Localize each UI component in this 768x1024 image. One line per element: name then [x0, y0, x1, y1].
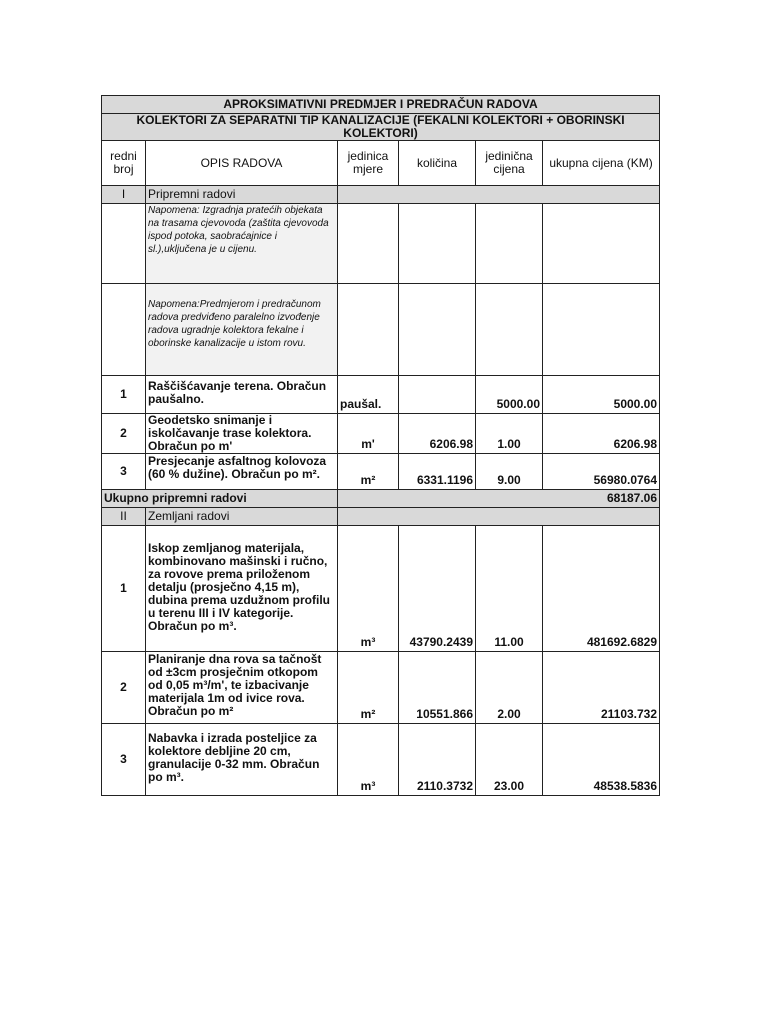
item-unit: paušal.: [338, 376, 399, 414]
header-row: [102, 141, 660, 186]
header-qty: količina: [399, 141, 476, 186]
header-unit: jedinica mjere: [338, 141, 399, 186]
item-unit-price: 5000.00: [476, 376, 543, 414]
header-desc: OPIS RADOVA: [146, 141, 338, 186]
note-row: [102, 284, 660, 376]
item-description: Nabavka i izrada posteljice za kolektore debljine 20 cm, granulacije 0-32 mm. Obračun po m³.: [146, 724, 338, 796]
item-unit: m³: [338, 526, 399, 652]
section-row: [102, 508, 660, 526]
note-row: [102, 204, 660, 284]
table-row: [102, 724, 660, 796]
item-total: 481692.6829: [543, 526, 660, 652]
item-unit: m': [338, 414, 399, 454]
item-number: 3: [102, 454, 146, 490]
section-number: II: [102, 508, 146, 526]
item-number: 2: [102, 414, 146, 454]
table-row: [102, 454, 660, 490]
item-description: Raščišćavanje terena. Obračun paušalno.: [146, 376, 338, 414]
item-number: 1: [102, 526, 146, 652]
header-no: redni broj: [102, 141, 146, 186]
item-total: 56980.0764: [543, 454, 660, 490]
item-description: Iskop zemljanog materijala, kombinovano mašinski i ručno, za rovove prema priloženom detalju (prosječno 4,15 m), dubina prema uzdužnom profilu u terenu III i IV kategorije. Obračun po m³.: [146, 526, 338, 652]
item-unit-price: 2.00: [476, 652, 543, 724]
item-description: Presjecanje asfaltnog kolovoza (60 % dužine). Obračun po m².: [146, 454, 338, 490]
item-quantity: 2110.3732: [399, 724, 476, 796]
item-number: 2: [102, 652, 146, 724]
item-description: Geodetsko snimanje i iskolčavanje trase kolektora. Obračun po m': [146, 414, 338, 454]
item-unit-price: 9.00: [476, 454, 543, 490]
item-total: 5000.00: [543, 376, 660, 414]
item-quantity: 6331.1196: [399, 454, 476, 490]
item-unit: m³: [338, 724, 399, 796]
item-quantity: 43790.2439: [399, 526, 476, 652]
item-quantity: [399, 376, 476, 414]
item-quantity: 10551.866: [399, 652, 476, 724]
item-unit-price: 11.00: [476, 526, 543, 652]
item-number: 3: [102, 724, 146, 796]
item-total: 6206.98: [543, 414, 660, 454]
item-total: 21103.732: [543, 652, 660, 724]
table-row: [102, 414, 660, 454]
table-row: [102, 526, 660, 652]
document-title: APROKSIMATIVNI PREDMJER I PREDRAČUN RADOVA: [102, 96, 660, 114]
section-title: Zemljani radovi: [146, 508, 338, 526]
document-subtitle: KOLEKTORI ZA SEPARATNI TIP KANALIZACIJE (FEKALNI KOLEKTORI + OBORINSKI KOLEKTORI): [102, 114, 660, 141]
header-price: jedinična cijena: [476, 141, 543, 186]
item-number: 1: [102, 376, 146, 414]
subtotal-row: [102, 490, 660, 508]
item-quantity: 6206.98: [399, 414, 476, 454]
section-number: I: [102, 186, 146, 204]
item-unit-price: 1.00: [476, 414, 543, 454]
item-unit-price: 23.00: [476, 724, 543, 796]
item-unit: m²: [338, 454, 399, 490]
subtotal-label: Ukupno pripremni radovi: [102, 490, 338, 508]
table-row: [102, 652, 660, 724]
section-row: [102, 186, 660, 204]
note-text: Napomena: Izgradnja pratećih objekata na trasama cjevovoda (zaštita cjevovoda ispod potoka, saobraćajnice i sl.),uključena je u cijenu.: [146, 204, 338, 284]
table-row: [102, 376, 660, 414]
section-title: Pripremni radovi: [146, 186, 338, 204]
item-description: Planiranje dna rova sa tačnošt od ±3cm prosječnim otkopom od 0,05 m³/m', te izbacivanje materijala 1m od ivice rova. Obračun po m²: [146, 652, 338, 724]
item-total: 48538.5836: [543, 724, 660, 796]
item-unit: m²: [338, 652, 399, 724]
subtotal-value: 68187.06: [338, 490, 660, 508]
header-total: ukupna cijena (KM): [543, 141, 660, 186]
note-text: Napomena:Predmjerom i predračunom radova predviđeno paralelno izvođenje radova ugradnje kolektora fekalne i oborinske kanalizacije u istom rovu.: [146, 284, 338, 376]
cost-estimate-table: [101, 95, 660, 796]
